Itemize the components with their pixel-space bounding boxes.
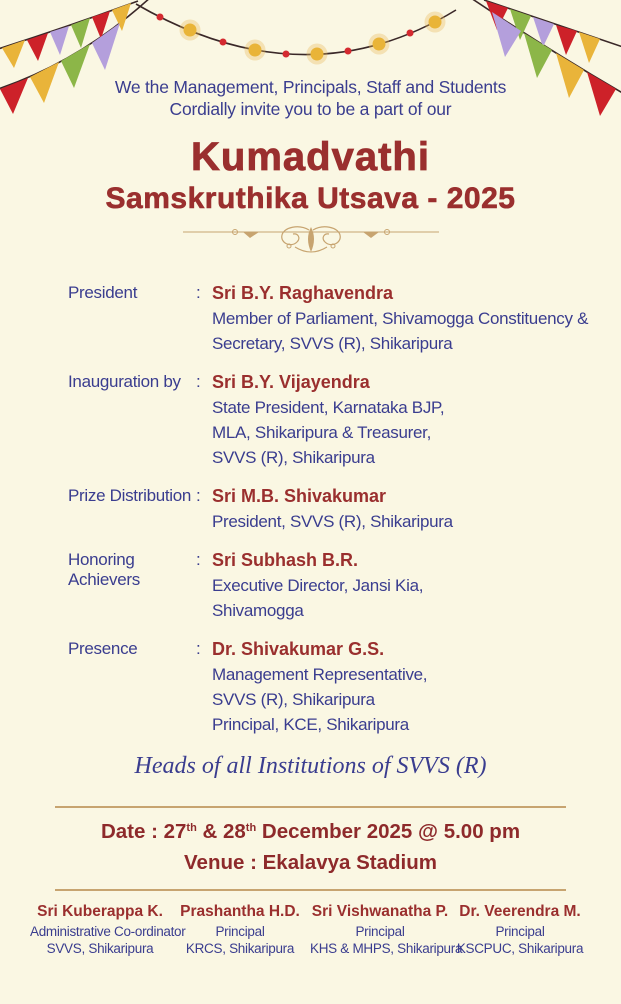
intro-text <box>0 76 621 120</box>
light-dot-icon <box>157 14 164 21</box>
ornamental-divider <box>0 224 621 265</box>
bunting-string-left-upper <box>0 1 138 50</box>
coordinator-org: KSCPUC, Shikaripura <box>456 940 584 956</box>
role-label: Inauguration by <box>68 372 181 391</box>
flag-icon <box>71 18 90 48</box>
date-text: December 2025 @ 5.00 pm <box>256 820 521 843</box>
coordinator-column <box>170 903 310 957</box>
dignitary-detail: Executive Director, Jansi Kia, <box>212 576 424 595</box>
flag-icon <box>486 1 508 30</box>
light-dot-icon <box>283 51 290 58</box>
coordinator-column <box>310 903 463 957</box>
bulb-halo <box>369 34 390 55</box>
intro-line-1: We the Management, Principals, Staff and Students <box>114 77 507 97</box>
flag-icon <box>50 26 69 55</box>
light-bulb-icon <box>429 16 442 29</box>
role-label: Honoring Achievers <box>68 550 140 589</box>
light-dot-icon <box>220 39 227 46</box>
bulb-halo <box>425 12 446 33</box>
dignitaries-list <box>68 281 621 737</box>
date-text: Date : 27 <box>100 820 187 843</box>
dignitary-row-inauguration <box>68 370 621 470</box>
coordinator-role: Principal <box>495 924 545 939</box>
coordinator-org: KRCS, Shikaripura <box>185 940 295 956</box>
flourish-icon <box>181 224 441 260</box>
dignitary-info <box>212 637 427 737</box>
dignitary-name: Sri Subhash B.R. <box>212 550 359 570</box>
dignitary-name: Sri B.Y. Vijayendra <box>212 372 370 392</box>
intro-line-2: Cordially invite you to be a part of our <box>169 99 452 119</box>
event-date-line <box>55 818 566 849</box>
light-bulb-icon <box>373 38 386 51</box>
dignitary-detail: SVVS (R), Shikaripura <box>212 448 375 467</box>
light-bulb-icon <box>311 48 324 61</box>
colon-separator: : <box>196 372 201 391</box>
dignitary-info <box>212 370 444 470</box>
coordinator-column <box>30 903 186 957</box>
dignitary-info <box>212 484 453 534</box>
flag-icon <box>524 33 552 78</box>
flag-icon <box>112 3 131 31</box>
coordinator-name: Dr. Veerendra M. <box>459 903 581 920</box>
light-bulb-icon <box>184 24 197 37</box>
coordinators-footer <box>0 903 621 957</box>
colon-separator: : <box>196 639 201 658</box>
bulb-halo <box>180 20 201 41</box>
coordinator-org: SVVS, Shikaripura <box>46 940 154 956</box>
dignitary-detail: Principal, KCE, Shikaripura <box>212 715 409 734</box>
flag-icon <box>92 23 120 70</box>
flag-icon <box>2 40 25 68</box>
role-label: Presence <box>68 639 138 658</box>
bulb-halo <box>245 40 266 61</box>
bunting-string-right-upper <box>484 0 621 48</box>
coordinator-role: Principal <box>355 924 405 939</box>
event-venue-line: Venue : Ekalavya Stadium <box>184 851 437 874</box>
dignitary-name: Sri M.B. Shivakumar <box>212 486 387 506</box>
light-string <box>136 4 456 55</box>
dignitary-name: Dr. Shivakumar G.S. <box>212 639 385 659</box>
colon-separator: : <box>196 550 201 569</box>
dignitary-info <box>212 548 423 623</box>
bulb-halo <box>307 44 328 65</box>
light-bulb-icon <box>249 44 262 57</box>
event-title <box>0 134 621 217</box>
dignitary-detail: Member of Parliament, Shivamogga Constituency & <box>212 309 589 328</box>
heads-note: Heads of all Institutions of SVVS (R) <box>134 753 487 779</box>
dignitary-detail: President, SVVS (R), Shikaripura <box>212 512 453 531</box>
date-ordinal: th <box>186 822 197 834</box>
role-label: Prize Distribution <box>68 486 192 505</box>
coordinator-role: Principal <box>215 924 265 939</box>
dignitary-detail: Secretary, SVVS (R), Shikaripura <box>212 334 453 353</box>
dignitary-row-honoring-achievers <box>68 548 621 623</box>
flag-icon <box>533 17 554 47</box>
title-line-2: Samskruthika Utsava - 2025 <box>105 182 516 215</box>
dignitary-detail: State President, Karnataka BJP, <box>212 398 445 417</box>
flag-icon <box>27 33 48 61</box>
colon-separator: : <box>196 486 201 505</box>
dignitary-row-prize-distribution <box>68 484 621 534</box>
coordinator-name: Sri Vishwanatha P. <box>311 903 449 920</box>
flag-icon <box>510 9 531 40</box>
dignitary-info <box>212 281 588 356</box>
coordinator-name: Prashantha H.D. <box>180 903 300 920</box>
flag-icon <box>492 12 521 57</box>
coordinator-org: KHS & MHPS, Shikaripura <box>310 940 463 956</box>
coordinator-name: Sri Kuberappa K. <box>37 903 163 920</box>
light-dot-icon <box>407 30 414 37</box>
title-line-1: Kumadvathi <box>191 135 430 179</box>
flag-icon <box>92 11 110 39</box>
dignitary-detail: Shivamogga <box>212 601 304 620</box>
date-text: & 28 <box>196 820 246 843</box>
dignitary-row-president <box>68 281 621 356</box>
dignitary-detail: Management Representative, <box>212 665 428 684</box>
dignitary-row-presence <box>68 637 621 737</box>
dignitary-detail: SVVS (R), Shikaripura <box>212 690 375 709</box>
role-label: President <box>68 283 138 302</box>
dignitary-name: Sri B.Y. Raghavendra <box>212 283 394 303</box>
flag-icon <box>579 32 600 63</box>
dignitary-detail: MLA, Shikaripura & Treasurer, <box>212 423 432 442</box>
coordinator-column <box>450 903 590 957</box>
coordinator-role: Administrative Co-ordinator <box>30 924 186 939</box>
date-ordinal: th <box>245 822 257 834</box>
light-dot-icon <box>345 48 352 55</box>
colon-separator: : <box>196 283 201 302</box>
flag-icon <box>556 25 577 55</box>
event-details-box <box>55 806 566 891</box>
